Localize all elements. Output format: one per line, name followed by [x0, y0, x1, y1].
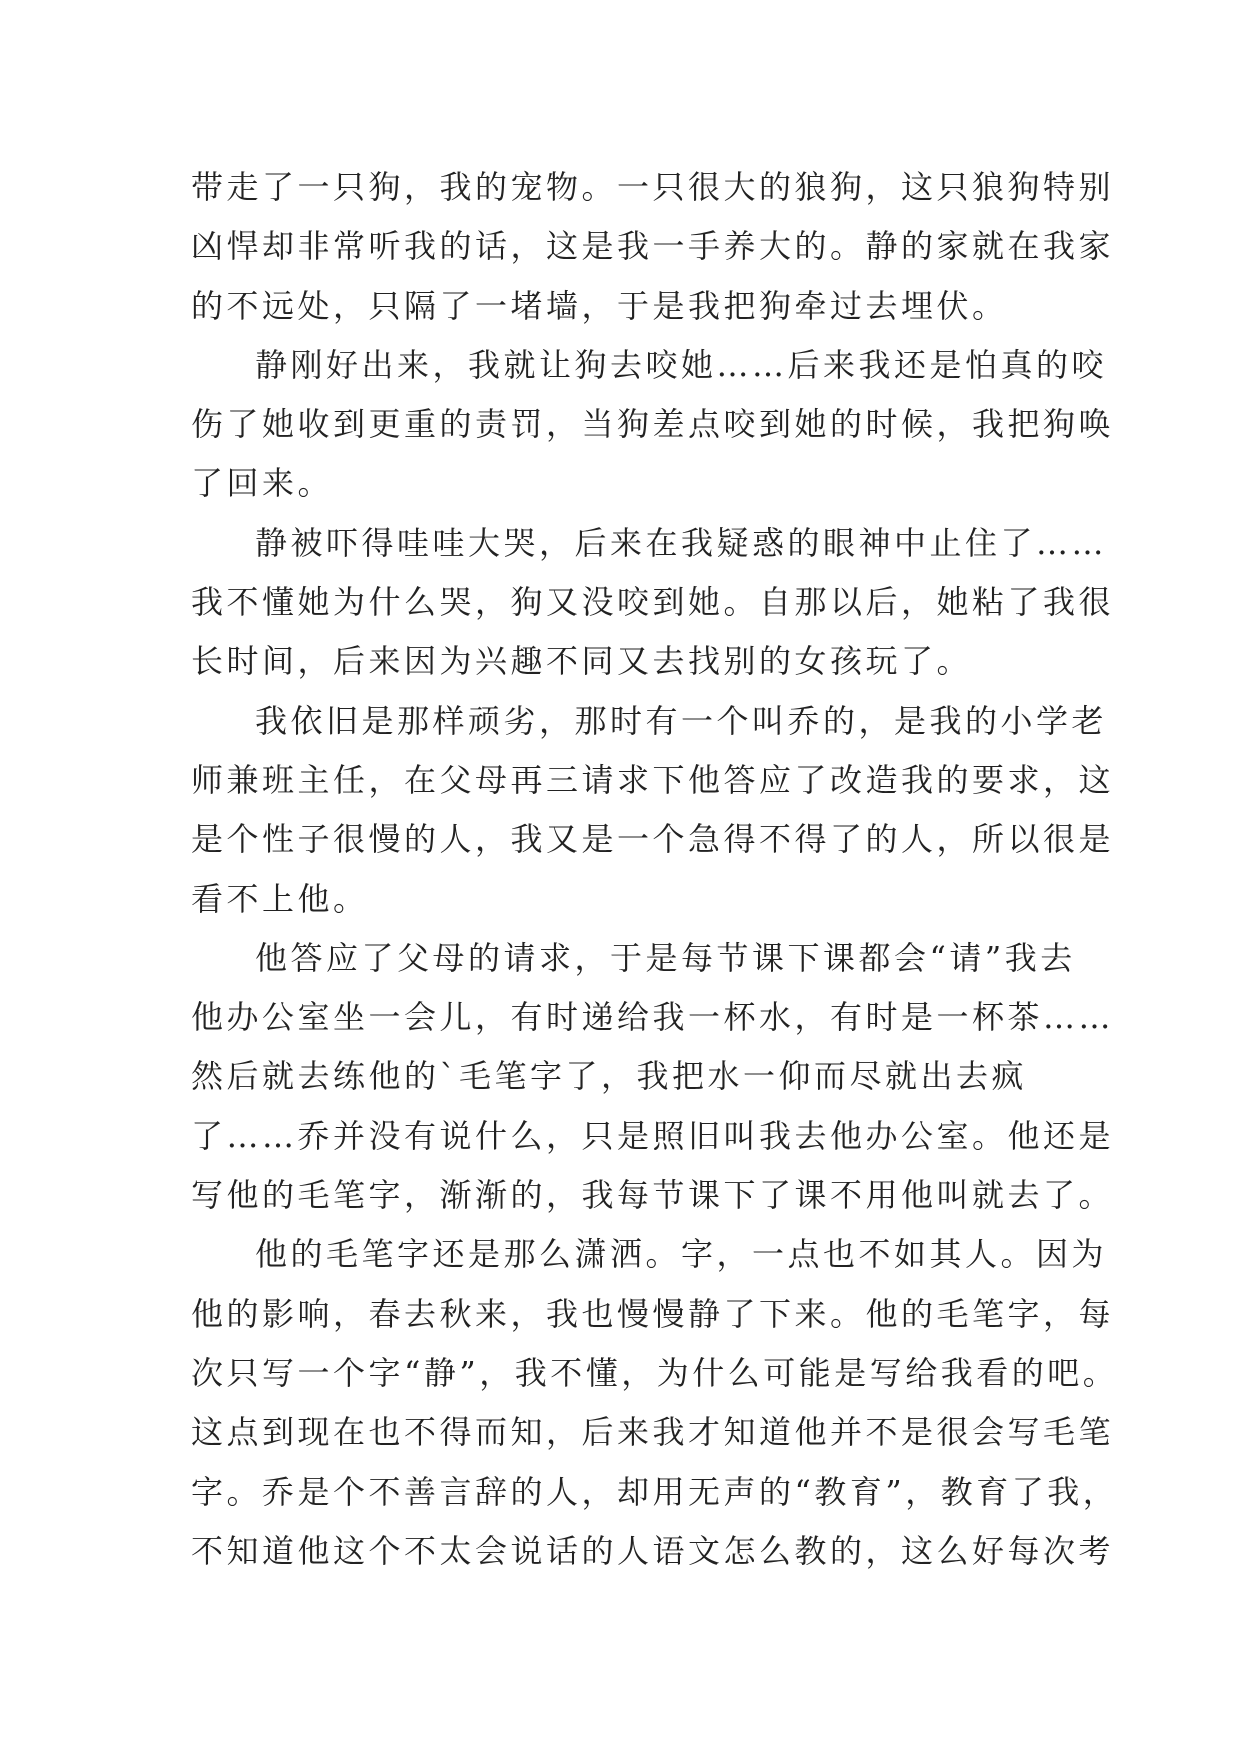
paragraph-start-line: 他的毛笔字还是那么潇洒。字，一点也不如其人。因为	[255, 1235, 1108, 1274]
text-line: 了……乔并没有说什么，只是照旧叫我去他办公室。他还是	[191, 1116, 1115, 1155]
text-line: 长时间，后来因为兴趣不同又去找别的女孩玩了。	[191, 642, 973, 681]
text-line: 凶悍却非常听我的话，这是我一手养大的。静的家就在我家	[191, 227, 1115, 266]
paragraph-start-line: 我依旧是那样顽劣，那时有一个叫乔的，是我的小学老	[255, 701, 1108, 740]
text-line: 他办公室坐一会儿，有时递给我一杯水，有时是一杯茶……	[191, 998, 1115, 1037]
paragraph-start-line: 静被吓得哇哇大哭，后来在我疑惑的眼神中止住了……	[255, 523, 1108, 562]
text-line: 次只写一个字“静”，我不懂，为什么可能是写给我看的吧。	[191, 1353, 1119, 1392]
text-line: 写他的毛笔字，渐渐的，我每节课下了课不用他叫就去了。	[191, 1176, 1115, 1215]
paragraph-start-line: 他答应了父母的请求，于是每节课下课都会“请”我去	[255, 938, 1076, 977]
text-line: 的不远处，只隔了一堵墙，于是我把狗牵过去埋伏。	[191, 286, 1008, 325]
text-line: 然后就去练他的`毛笔字了，我把水一仰而尽就出去疯	[191, 1057, 1028, 1096]
text-line: 他的影响，春去秋来，我也慢慢静了下来。他的毛笔字，每	[191, 1294, 1115, 1333]
text-line: 看不上他。	[191, 879, 369, 918]
text-line: 师兼班主任，在父母再三请求下他答应了改造我的要求，这	[191, 760, 1115, 799]
text-line: 我不懂她为什么哭，狗又没咬到她。自那以后，她粘了我很	[191, 583, 1115, 622]
paragraph-start-line: 静刚好出来，我就让狗去咬她……后来我还是怕真的咬	[255, 345, 1108, 384]
text-line: 伤了她收到更重的责罚，当狗差点咬到她的时候，我把狗唤	[191, 405, 1115, 444]
text-line: 是个性子很慢的人，我又是一个急得不得了的人，所以很是	[191, 820, 1115, 859]
document-body	[191, 158, 1119, 1581]
text-line: 了回来。	[191, 464, 334, 503]
text-line: 不知道他这个不太会说话的人语文怎么教的，这么好每次考	[191, 1531, 1115, 1570]
text-line: 带走了一只狗，我的宠物。一只很大的狼狗，这只狼狗特别	[191, 168, 1115, 206]
text-line: 字。乔是个不善言辞的人，却用无声的“教育”，教育了我，	[191, 1472, 1119, 1511]
text-line: 这点到现在也不得而知，后来我才知道他并不是很会写毛笔	[191, 1413, 1115, 1452]
